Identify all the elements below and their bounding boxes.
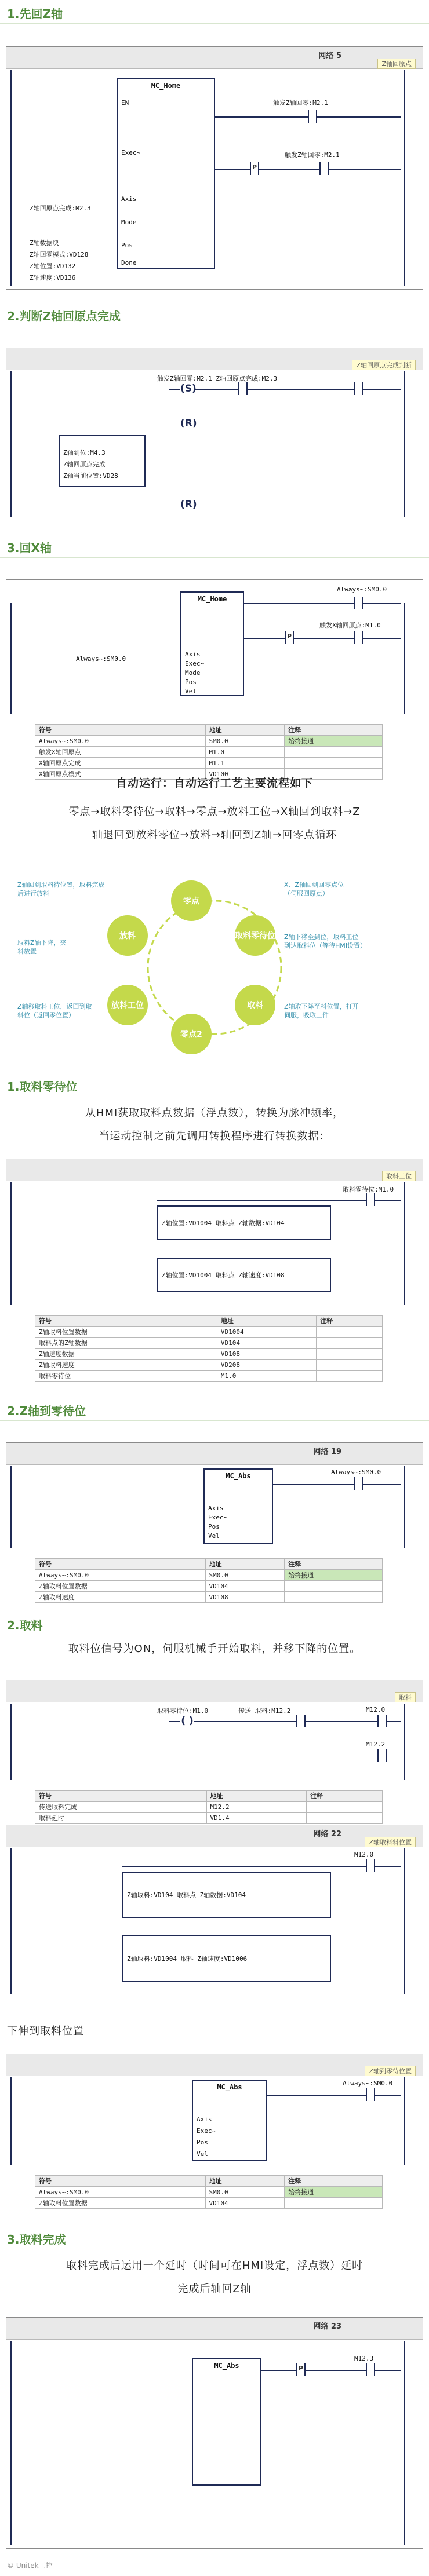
cell [285,758,383,769]
cell: VD104 [205,2198,285,2209]
table-row [35,736,383,747]
power-rail-left [10,1182,12,1305]
cell: VD104 [217,1338,316,1349]
cell: 触发X轴回原点 [35,747,206,758]
section-heading: 2.判断Z轴回原点完成 [7,309,121,323]
col-header: 注释 [285,725,383,736]
block-title: MC_Home [151,82,181,90]
cell: M1.0 [217,1371,316,1382]
col-header: 地址 [206,1791,307,1802]
cell: 取料点的Z轴数据 [35,1338,217,1349]
cell [317,1360,383,1371]
cell [307,1802,383,1813]
wire [157,1200,401,1201]
input-value: Z轴速度:VD136 [30,274,76,282]
contact-label: M12.2 [366,1741,386,1748]
block-line: Z轴位置:VD1004 取料点 Z轴速度:VD108 [162,1271,285,1279]
contact-always-on[interactable] [366,2088,375,2101]
power-rail-right [404,2341,405,2545]
cell: 始终接通 [285,1570,383,1581]
desc: 取料完成后运用一个延时（时间可在HMI设定，浮点数）延时 [66,2260,363,2272]
cell: 取料零待位 [35,1371,217,1382]
node-place: 放料 [107,915,148,956]
network-toolbar [6,2318,423,2340]
section-heading: 3.回X轴 [7,541,52,555]
input-value: Z轴数据块 [30,239,59,247]
power-rail-right [404,2077,405,2165]
output-label: Z轴回原点完成:M2.3 [30,204,91,212]
section-heading: 1.取料零待位 [7,1080,78,1094]
power-rail-left [10,2341,12,2545]
mov-block[interactable] [157,1258,331,1292]
contact-trigger-z-home[interactable] [308,110,317,123]
power-rail-right [404,371,405,517]
block-title: MC_Abs [226,1472,251,1480]
cell: Z轴取料速度 [35,1592,206,1603]
cell: VD104 [205,1581,285,1592]
power-rail-right [404,1182,405,1305]
block-line: Z轴到位:M4.3 [63,449,106,456]
table-row [35,1581,383,1592]
reset-coil[interactable]: (R) [180,418,197,429]
node-zero-2: 零点2 [171,1014,212,1054]
cell: SM0.0 [205,2187,285,2198]
divider [0,23,429,24]
contact-always-on[interactable] [354,1477,363,1490]
network-comment: 取料 [395,1692,416,1702]
network-comment: Z轴回原点完成判断 [352,360,416,370]
pin: Pos [208,1523,220,1530]
cell: X轴回原点模式 [35,769,206,780]
block-line: Z轴当前位置:VD28 [63,472,118,480]
node-take: 取料 [235,985,275,1025]
diagram-note: Z轴取下降至料位置，打开 伺服，吸取工件 [284,1003,359,1019]
pin-axis: Axis [121,195,137,203]
block-line: Z轴位置:VD1004 取料点 Z轴数据:VD104 [162,1219,285,1227]
cell: Z轴取料位置数据 [35,2198,206,2209]
pin: Exec~ [197,2127,216,2135]
symbol-table [35,1790,383,1824]
block-line: Z轴取料:VD1004 取料 Z轴速度:VD1006 [127,1955,248,1963]
watermark: © Unitek工控 [7,2562,53,2570]
table-row [35,1813,383,1824]
contact-label: Always~:SM0.0 [343,2080,393,2087]
col-header: 符号 [35,725,206,736]
power-rail-left [10,1848,12,1994]
network-label: 网络 22 [313,1830,341,1839]
flow-text-1: 零点→取料零待位→取料→零点→放料工位→X轴回到取料→Z [68,806,361,818]
desc: 当运动控制之前先调用转换程序进行转换数据： [99,1130,330,1142]
network-label: 网络 23 [313,2322,341,2331]
ladder-network-6 [6,1680,423,1784]
col-header: 地址 [217,1316,316,1327]
col-header: 符号 [35,1791,207,1802]
network-comment: 取料工位 [382,1171,416,1181]
cell: Z轴速度数据 [35,1349,217,1360]
table-row [35,1802,383,1813]
ladder-network-5 [6,1442,423,1552]
cell: SM0.0 [205,736,285,747]
col-header: 注释 [307,1791,383,1802]
wire [273,1484,401,1485]
pin-pos: Pos [121,242,133,249]
contact-always-on[interactable] [354,597,363,609]
cell: Always~:SM0.0 [35,1570,206,1581]
pin: Vel [197,2150,208,2158]
symbol-table [35,2175,383,2209]
ladder-network-2 [6,348,423,521]
ladder-network-9 [6,2317,423,2549]
network-label: 网络 5 [318,52,341,60]
network-toolbar [6,1159,423,1181]
diagram-note: 取料Z轴下降，夹 料放置 [17,939,67,955]
power-rail-left [10,1466,12,1548]
table-row [35,1338,383,1349]
col-header: 符号 [35,2176,206,2187]
power-rail-left [10,70,12,286]
network-comment: Z轴回原点 [377,59,416,69]
compare-block[interactable] [59,435,146,487]
contact[interactable] [238,382,248,395]
contact-trigger-z-home-2[interactable] [319,162,329,175]
table-row [35,1349,383,1360]
divider [0,557,429,558]
pin: Axis [185,651,201,658]
cell: Always~:SM0.0 [35,736,206,747]
cell: VD208 [217,1360,316,1371]
table-row [35,2198,383,2209]
mov-block[interactable] [157,1205,331,1240]
contact-label: 触发Z轴回零:M2.1 [285,151,340,159]
ladder-network-3 [6,579,423,718]
wire [122,1866,401,1867]
col-header: 注释 [317,1316,383,1327]
contact-label: 传送 取料:M12.2 [238,1707,291,1715]
pin: Pos [197,2139,208,2146]
network-comment: Z轴取料料位置 [365,1837,416,1847]
wire [169,1721,401,1722]
contact-label: M12.0 [354,1851,374,1858]
p-edge-contact[interactable] [250,162,259,175]
col-header: 注释 [285,2176,383,2187]
mc-abs-block[interactable] [192,2080,267,2161]
cell [307,1813,383,1824]
pin: Pos [185,678,197,686]
flow-text-2: 轴退回到放料零位→放料→轴回到Z轴→回零点循环 [92,829,337,841]
network-toolbar [6,1680,423,1702]
cell: VD108 [205,1592,285,1603]
desc: 下伸到取料位置 [7,2025,84,2037]
network-toolbar [6,2054,423,2076]
cell: 始终接通 [285,2187,383,2198]
pin: Axis [197,2115,212,2123]
node-take-wait: 取料零待位 [235,915,275,956]
ladder-network-1 [6,46,423,290]
cell: 取料延时 [35,1813,207,1824]
p-edge-contact[interactable] [285,631,294,644]
mc-abs-block[interactable] [203,1468,273,1544]
block-title: MC_Abs [217,2083,242,2091]
wire [261,2370,401,2371]
col-header: 地址 [205,1559,285,1570]
contact[interactable] [354,382,363,395]
label: Always~:SM0.0 [76,655,126,663]
power-rail-left [10,1704,12,1780]
cell [317,1349,383,1360]
mc-home-block[interactable] [117,78,215,269]
cell: Z轴取料速度 [35,1360,217,1371]
pin-exec: Exec~ [121,149,141,156]
cell [285,1592,383,1603]
cell: Always~:SM0.0 [35,2187,206,2198]
network-label: 网络 19 [313,1448,341,1456]
table-row [35,747,383,758]
pin: Vel [208,1532,220,1540]
contact-label: 触发Z轴回零:M2.1 Z轴回原点完成:M2.3 [157,375,278,382]
table-row [35,1570,383,1581]
pin: Exec~ [208,1514,228,1521]
section-heading: 2.取料 [7,1618,43,1632]
contact-label: Always~:SM0.0 [337,586,387,593]
cell: M12.2 [206,1802,307,1813]
block-title: MC_Abs [214,2362,239,2370]
mc-home-block[interactable] [180,591,244,696]
wire [169,389,401,390]
contact-m12-2[interactable] [377,1749,387,1762]
contact-label: Always~:SM0.0 [331,1468,381,1476]
cell: Z轴取料位置数据 [35,1581,206,1592]
cell [285,1581,383,1592]
pin-done: Done [121,259,137,266]
block-line: Z轴回原点完成 [63,461,106,468]
pin-en: EN [121,99,129,107]
network-comment: Z轴到零待位置 [365,2066,416,2076]
cell: SM0.0 [205,1570,285,1581]
contact-take-wait[interactable] [296,1715,306,1727]
diagram-note: Z轴下移至到位，取料工位 到达取料位（等待HMI设置） [284,933,367,949]
process-cycle-diagram [6,869,423,1060]
power-rail-right [404,1466,405,1548]
contact-trigger-x-home[interactable] [354,631,363,644]
col-header: 注释 [285,1559,383,1570]
desc: 取料位信号为ON，伺服机械手开始取料，并移下降的位置。 [68,1643,361,1655]
table-row [35,2187,383,2198]
contact-m12-0[interactable] [377,1715,387,1727]
cell: M1.1 [205,758,285,769]
network-toolbar [6,348,423,370]
contact-label: 取料零待位:M1.0 [343,1186,394,1193]
contact-label: M12.0 [366,1706,386,1713]
table-row [35,1592,383,1603]
cell [285,2198,383,2209]
set-coil[interactable]: (S) [180,383,197,394]
cell [317,1327,383,1338]
auto-run-heading: 自动运行：自动运行工艺主要流程如下 [115,777,313,790]
contact-m12-3[interactable] [366,2363,375,2376]
cell: 传送取料完成 [35,1802,207,1813]
ladder-network-4 [6,1159,423,1309]
network-toolbar [6,1443,423,1465]
contact-label: 取料零待位:M1.0 [157,1707,209,1715]
table-row [35,1371,383,1382]
pin: Vel [185,688,197,695]
wire [244,638,401,639]
wire [267,2095,401,2096]
col-header: 符号 [35,1316,217,1327]
section-heading: 1.先回Z轴 [7,7,63,21]
mov-block[interactable] [122,1935,331,1982]
contact-label: 触发X轴回原点:M1.0 [319,622,381,629]
symbol-table [35,1558,383,1603]
cell [317,1338,383,1349]
wire [244,603,401,604]
col-header: 地址 [205,2176,285,2187]
power-rail-right [404,1848,405,1994]
input-value: Z轴回零模式:VD128 [30,251,89,258]
power-rail-left [10,603,12,714]
block-title: MC_Home [197,595,227,603]
diagram-note: Z轴回到取料待位置，取料完成 后进行放料 [17,881,105,897]
ladder-network-7 [6,1825,423,1998]
col-header: 符号 [35,1559,206,1570]
pin: Axis [208,1504,224,1512]
ladder-network-8 [6,2054,423,2169]
mov-block[interactable] [122,1872,331,1918]
cell: VD1.4 [206,1813,307,1824]
contact-take-wait[interactable] [366,1193,375,1206]
col-header: 地址 [205,725,285,736]
network-toolbar [6,1825,423,1847]
cell [317,1371,383,1382]
desc: 完成后轴回Z轴 [177,2283,252,2295]
cell: VD100 [205,769,285,780]
node-zero: 零点 [171,880,212,921]
cell [285,747,383,758]
table-row [35,1360,383,1371]
cell: M1.0 [205,747,285,758]
network-toolbar [6,47,423,69]
input-value: Z轴位置:VD132 [30,262,76,270]
section-heading: 3.取料完成 [7,2232,66,2246]
block-line: Z轴取料:VD104 取料点 Z轴数据:VD104 [127,1891,246,1899]
symbol-table [35,1315,383,1382]
cell: VD1004 [217,1327,316,1338]
pin: Mode [185,669,201,677]
output-coil[interactable]: ( ) [181,1715,194,1727]
table-row [35,758,383,769]
pin: Exec~ [185,660,205,667]
cell: VD108 [217,1349,316,1360]
diagram-note: X、Z轴回到回零点位 （伺服回原点） [284,881,344,897]
power-rail-right [404,603,405,714]
section-heading: 2.Z轴到零待位 [7,1404,86,1418]
desc: 从HMI获取取料点数据（浮点数），转换为脉冲频率， [85,1107,344,1119]
p-edge-contact[interactable] [296,2363,306,2376]
node-place-station: 放料工位 [107,985,148,1025]
diagram-note: Z轴移取料工位，返回到取 料位（返回零位置） [17,1003,92,1019]
table-row [35,1327,383,1338]
contact-m12-0[interactable] [366,1859,375,1872]
power-rail-right [404,1704,405,1780]
symbol-table [35,724,383,780]
power-rail-left [10,371,12,517]
power-rail-left [10,2077,12,2165]
wire [215,169,401,170]
pin-mode: Mode [121,218,137,226]
power-rail-right [404,70,405,286]
divider [0,1420,429,1421]
contact-label: 触发Z轴回零:M2.1 [273,99,328,107]
reset-coil[interactable]: (R) [180,499,197,510]
contact-label: M12.3 [354,2355,374,2362]
cell: 始终接通 [285,736,383,747]
cell: X轴回原点完成 [35,758,206,769]
cell: Z轴取料位置数据 [35,1327,217,1338]
mc-abs-block[interactable] [192,2358,261,2486]
